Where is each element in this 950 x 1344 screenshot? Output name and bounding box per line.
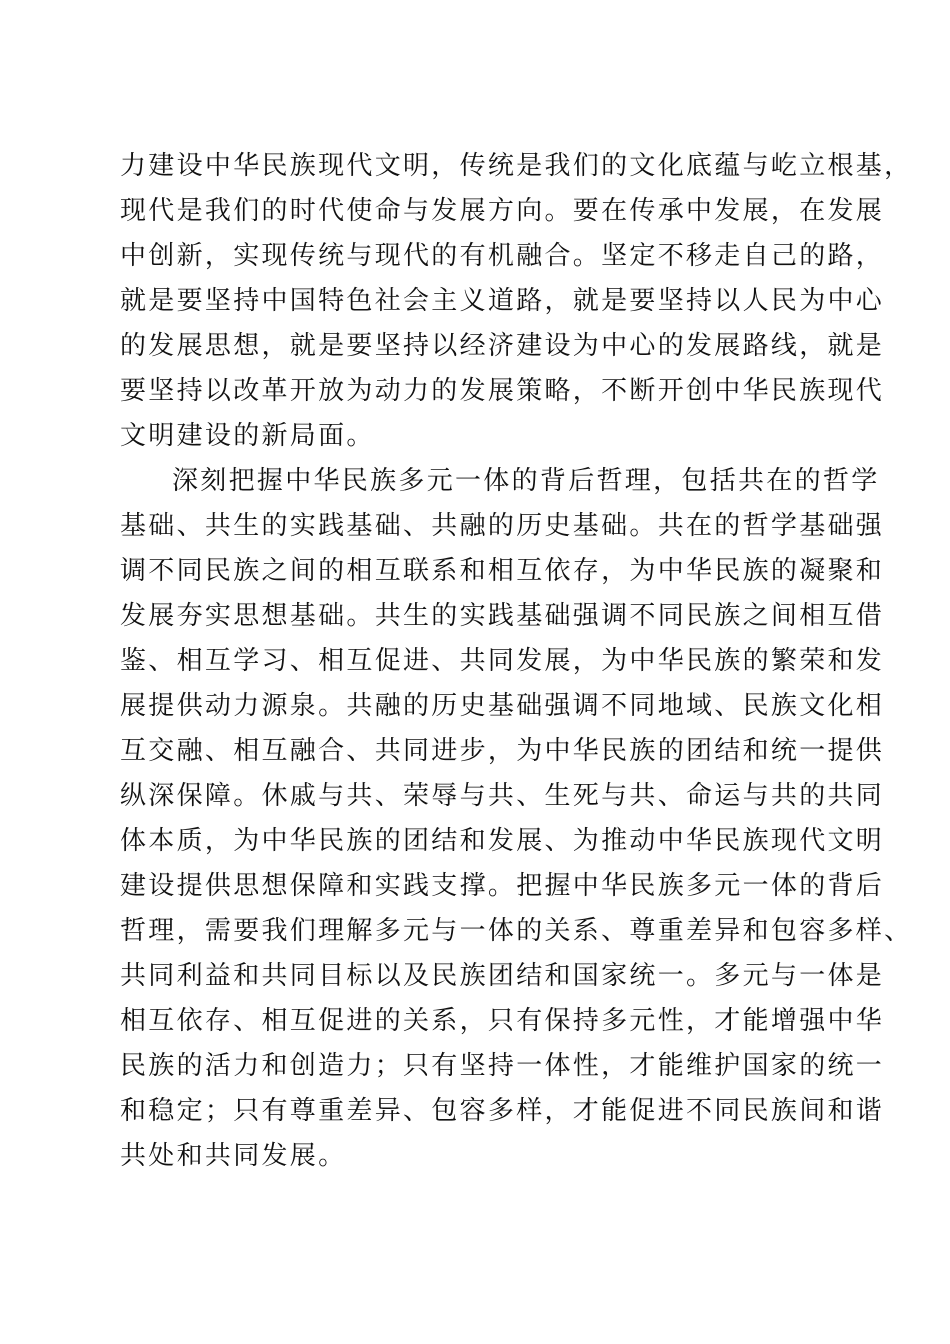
text-line: 互交融、相互融合、共同进步，为中华民族的团结和统一提供: [120, 736, 885, 766]
text-line: 力建设中华民族现代文明，传统是我们的文化底蕴与屹立根基，: [120, 151, 913, 181]
text-line: 基础、共生的实践基础、共融的历史基础。共在的哲学基础强: [120, 511, 885, 541]
text-line: 相互依存、相互促进的关系，只有保持多元性，才能增强中华: [120, 1006, 885, 1036]
text-line: 就是要坚持中国特色社会主义道路，就是要坚持以人民为中心: [120, 286, 885, 316]
text-line: 现代是我们的时代使命与发展方向。要在传承中发展，在发展: [120, 196, 885, 226]
text-line: 调不同民族之间的相互联系和相互依存，为中华民族的凝聚和: [120, 556, 885, 586]
text-line: 深刻把握中华民族多元一体的背后哲理，包括共在的哲学: [172, 466, 880, 496]
text-line: 要坚持以改革开放为动力的发展策略，不断开创中华民族现代: [120, 376, 885, 406]
text-line: 民族的活力和创造力；只有坚持一体性，才能维护国家的统一: [120, 1051, 885, 1081]
text-line: 展提供动力源泉。共融的历史基础强调不同地域、民族文化相: [120, 691, 885, 721]
text-line: 共处和共同发展。: [120, 1141, 347, 1171]
text-line: 和稳定；只有尊重差异、包容多样，才能促进不同民族间和谐: [120, 1096, 885, 1126]
text-line: 的发展思想，就是要坚持以经济建设为中心的发展路线，就是: [120, 331, 885, 361]
text-line: 建设提供思想保障和实践支撑。把握中华民族多元一体的背后: [120, 871, 885, 901]
text-line: 鉴、相互学习、相互促进、共同发展，为中华民族的繁荣和发: [120, 646, 885, 676]
text-line: 发展夯实思想基础。共生的实践基础强调不同民族之间相互借: [120, 601, 885, 631]
text-line: 体本质，为中华民族的团结和发展、为推动中华民族现代文明: [120, 826, 885, 856]
text-line: 中创新，实现传统与现代的有机融合。坚定不移走自己的路，: [120, 241, 885, 271]
text-line: 文明建设的新局面。: [120, 421, 375, 451]
text-line: 纵深保障。休戚与共、荣辱与共、生死与共、命运与共的共同: [120, 781, 885, 811]
text-line: 共同利益和共同目标以及民族团结和国家统一。多元与一体是: [120, 961, 885, 991]
text-line: 哲理，需要我们理解多元与一体的关系、尊重差异和包容多样、: [120, 916, 913, 946]
